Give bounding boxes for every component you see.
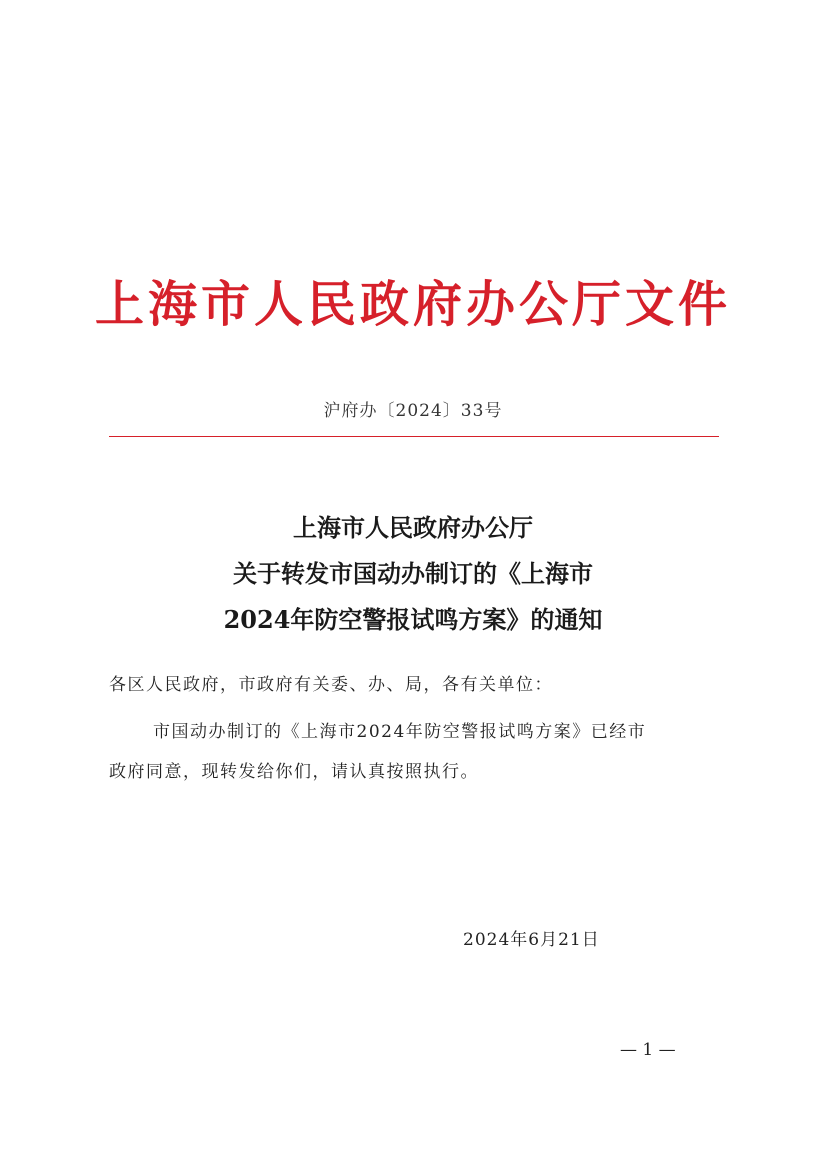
page-number: — 1 — bbox=[620, 1040, 676, 1060]
document-header-title: 上海市人民政府办公厅文件 bbox=[94, 276, 731, 333]
notice-title-line: 关于转发市国动办制订的《上海市 bbox=[233, 559, 593, 588]
document-number: 沪府办〔2024〕33号 bbox=[323, 401, 503, 421]
salutation: 各区人民政府，市政府有关委、办、局，各有关单位： bbox=[109, 675, 553, 695]
issue-date: 2024年6月21日 bbox=[463, 930, 600, 950]
body-paragraph bbox=[109, 712, 719, 792]
body-paragraph-line: 政府同意，现转发给你们，请认真按照执行。 bbox=[109, 762, 479, 782]
body-paragraph-line: 市国动办制订的《上海市2024年防空警报试鸣方案》已经市 bbox=[153, 722, 647, 742]
header-divider bbox=[109, 436, 719, 437]
notice-title bbox=[0, 505, 826, 643]
notice-title-line: 2024年防空警报试鸣方案》的通知 bbox=[223, 605, 603, 634]
notice-title-line: 上海市人民政府办公厅 bbox=[293, 513, 533, 542]
